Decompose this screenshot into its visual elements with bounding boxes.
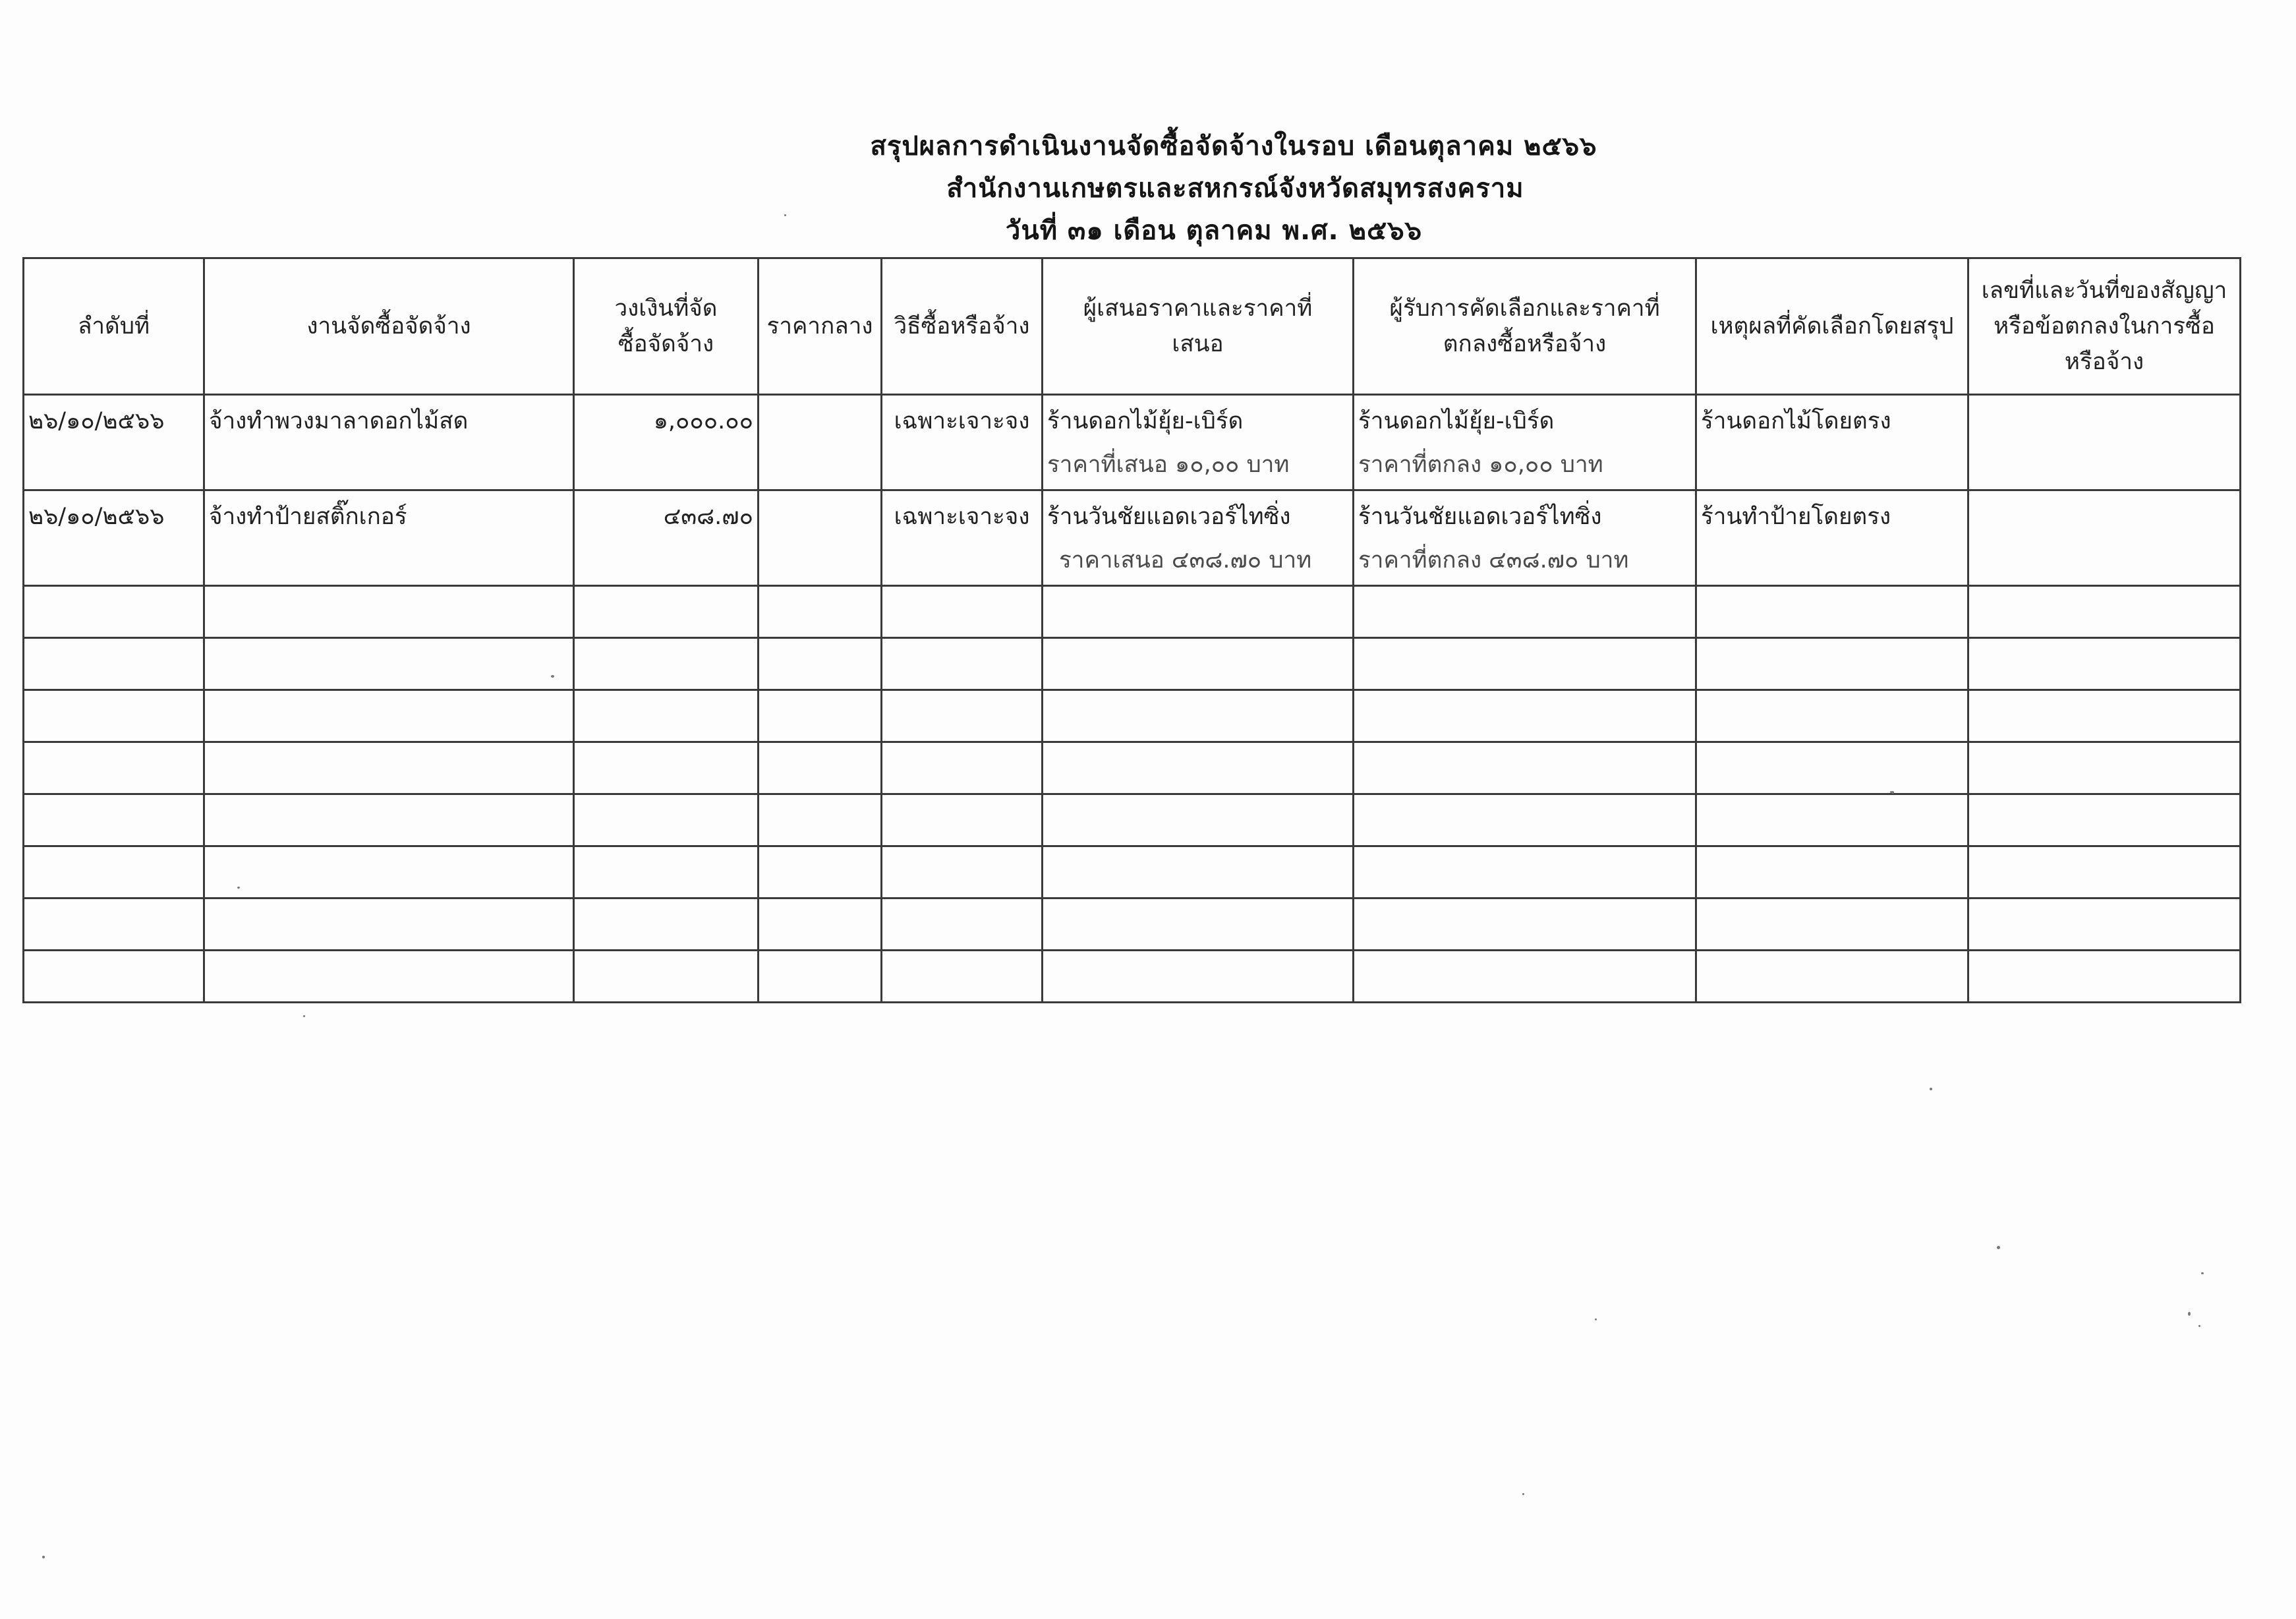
table-row — [24, 395, 2241, 490]
selected-price: ราคาที่ตกลง ๑๐,๐๐ บาท — [1358, 452, 1603, 478]
cell-bidder — [1043, 395, 1354, 490]
scan-speck — [784, 214, 786, 216]
empty-row — [24, 690, 2241, 742]
header-contract: เลขที่และวันที่ของสัญญาหรือข้อตกลงในการซื้อหรือจ้าง — [1968, 258, 2241, 395]
title-line-1: สรุปผลการดำเนินงานจัดซื้อจัดจ้างในรอบ เดือนตุลาคม ๒๕๖๖ — [870, 131, 1597, 162]
table-header-row — [24, 258, 2241, 395]
cell-method: เฉพาะเจาะจง — [882, 395, 1043, 490]
scan-speck — [303, 1015, 305, 1017]
scan-speck — [551, 675, 554, 678]
bidder-price: ราคาเสนอ ๔๓๘.๗๐ บาท — [1059, 547, 1312, 574]
bidder-price: ราคาที่เสนอ ๑๐,๐๐ บาท — [1047, 452, 1290, 478]
empty-row — [24, 586, 2241, 638]
cell-contract — [1968, 490, 2241, 586]
cell-bidder — [1043, 490, 1354, 586]
bidder-name: ร้านวันชัยแอดเวอร์ไทซิ่ง — [1047, 504, 1291, 530]
title-line-3: วันที่ ๓๑ เดือน ตุลาคม พ.ศ. ๒๕๖๖ — [1005, 216, 1423, 246]
cell-date: ๒๖/๑๐/๒๕๖๖ — [24, 395, 204, 490]
empty-row — [24, 951, 2241, 1003]
selected-name: ร้านดอกไม้ยุ้ย-เบิร์ด — [1358, 408, 1555, 434]
selected-name: ร้านวันชัยแอดเวอร์ไทซิ่ง — [1358, 504, 1602, 530]
empty-row — [24, 846, 2241, 898]
header-procurement-item: งานจัดซื้อจัดจ้าง — [204, 258, 574, 395]
selected-price: ราคาที่ตกลง ๔๓๘.๗๐ บาท — [1358, 547, 1629, 574]
scan-speck — [1997, 1246, 2000, 1249]
cell-budget: ๔๓๘.๗๐ — [574, 490, 759, 586]
scan-speck — [1930, 1088, 1932, 1090]
scan-speck — [2188, 1312, 2191, 1316]
cell-median-price — [759, 395, 882, 490]
cell-date: ๒๖/๑๐/๒๕๖๖ — [24, 490, 204, 586]
procurement-table — [22, 257, 2241, 1003]
cell-item: จ้างทำป้ายสติ๊กเกอร์ — [204, 490, 574, 586]
document-title — [0, 125, 2296, 252]
empty-row — [24, 794, 2241, 846]
header-median-price: ราคากลาง — [759, 258, 882, 395]
empty-row — [24, 742, 2241, 794]
cell-item: จ้างทำพวงมาลาดอกไม้สด — [204, 395, 574, 490]
header-reason: เหตุผลที่คัดเลือกโดยสรุป — [1696, 258, 1968, 395]
bidder-name: ร้านดอกไม้ยุ้ย-เบิร์ด — [1047, 408, 1244, 434]
header-budget: วงเงินที่จัดซื้อจัดจ้าง — [574, 258, 759, 395]
cell-selected — [1354, 395, 1696, 490]
title-line-2: สำนักงานเกษตรและสหกรณ์จังหวัดสมุทรสงคราม — [946, 173, 1524, 204]
scan-speck — [1522, 1493, 1524, 1495]
scan-speck — [237, 887, 240, 889]
header-bidders: ผู้เสนอราคาและราคาที่เสนอ — [1043, 258, 1354, 395]
scan-speck — [2198, 1325, 2200, 1327]
empty-row — [24, 638, 2241, 690]
scan-speck — [1595, 1318, 1597, 1320]
cell-method: เฉพาะเจาะจง — [882, 490, 1043, 586]
empty-row — [24, 898, 2241, 951]
scan-speck — [2201, 1272, 2204, 1274]
header-method: วิธีซื้อหรือจ้าง — [882, 258, 1043, 395]
cell-selected — [1354, 490, 1696, 586]
header-selected: ผู้รับการคัดเลือกและราคาที่ตกลงซื้อหรือจ้าง — [1354, 258, 1696, 395]
table-row — [24, 490, 2241, 586]
cell-reason: ร้านทำป้ายโดยตรง — [1696, 490, 1968, 586]
cell-reason: ร้านดอกไม้โดยตรง — [1696, 395, 1968, 490]
scan-speck — [1890, 791, 1892, 793]
cell-contract — [1968, 395, 2241, 490]
header-sequence: ลำดับที่ — [24, 258, 204, 395]
cell-median-price — [759, 490, 882, 586]
cell-budget: ๑,๐๐๐.๐๐ — [574, 395, 759, 490]
scan-speck — [42, 1556, 45, 1558]
